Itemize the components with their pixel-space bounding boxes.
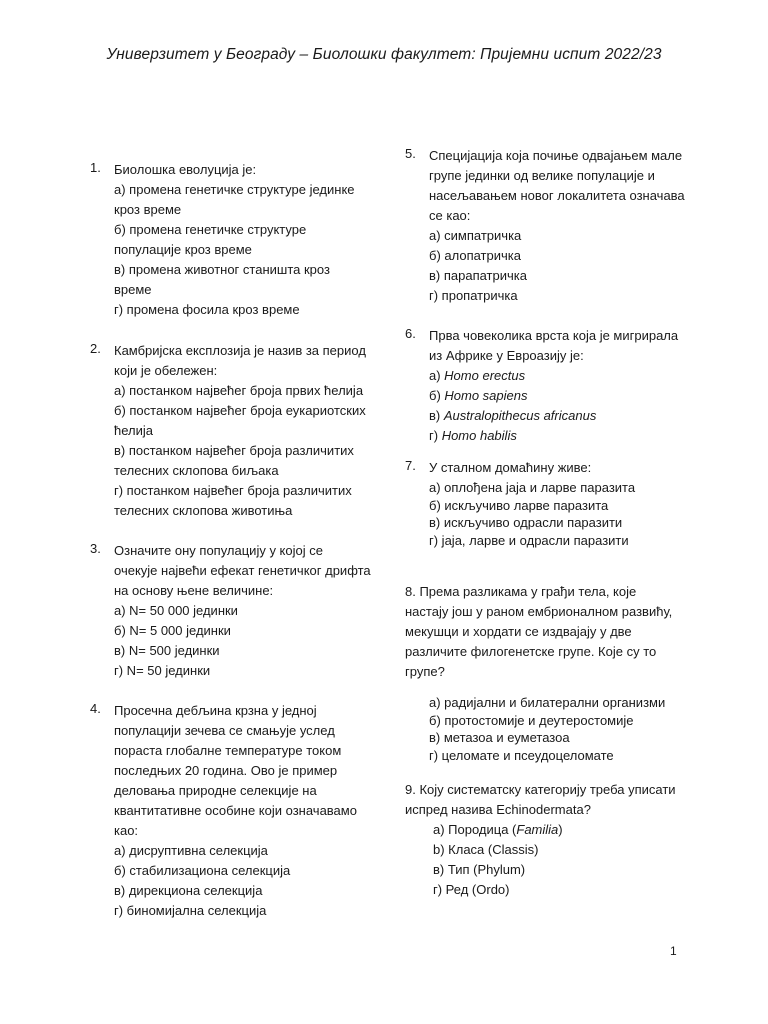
option-a[interactable]: а) дисруптивна селекција (114, 843, 268, 858)
question-text: Биолошка еволуција је: (114, 162, 257, 177)
option-b[interactable]: б) стабилизациона селекција (114, 863, 291, 878)
option-b[interactable]: б) искључиво ларве паразита (429, 497, 609, 513)
question-number: 6. (405, 326, 416, 341)
question-number: 1. (90, 160, 101, 175)
option-b[interactable]: б) алопатричка (429, 248, 521, 263)
option-v[interactable]: в) Тип (Phylum) (433, 862, 526, 877)
option-g[interactable]: г) пропатричка (429, 288, 518, 303)
option-a[interactable]: а) оплођена јаја и ларве паразита (429, 480, 636, 495)
option-v[interactable]: в) искључиво одрасли паразити (429, 515, 623, 530)
option-a[interactable]: а) Породица (Familia) (433, 822, 563, 837)
option-a[interactable]: а) N= 50 000 јединки (114, 603, 238, 618)
option-g[interactable]: г) промена фосила кроз време (114, 302, 300, 317)
option-a[interactable]: а) Homo erectus (429, 368, 526, 383)
option-a[interactable]: а) постанком највећег броја првих ћелија (114, 383, 364, 398)
question-text: У сталном домаћину живе: (429, 460, 592, 475)
question-text: Прва човеколика врста која је мигрирала из Африке у Евроазију је: (429, 328, 679, 363)
question-text: Означите ону популацију у којој се очекује највећи ефекат генетичког дрифта на основу њене величине: (114, 543, 371, 598)
question-text: 9. Коју систематску категорију треба уписати испред назива Echinodermata? (405, 782, 676, 817)
option-g[interactable]: г) Ред (Ordo) (433, 882, 510, 897)
question-number: 7. (405, 458, 416, 473)
question-number: 4. (90, 701, 101, 716)
option-b[interactable]: б) постанком највећег броја еукариотских ћелија (114, 403, 366, 438)
option-g[interactable]: г) целомате и псеудоцеломате (429, 747, 614, 763)
option-v[interactable]: в) N= 500 јединки (114, 643, 220, 658)
option-v[interactable]: в) метазоа и еуметазоа (429, 730, 570, 745)
question-number: 3. (90, 541, 101, 556)
option-g[interactable]: г) јаја, ларве и одрасли паразити (429, 532, 629, 548)
question-text: Камбријска експлозија је назив за период који је обележен: (114, 343, 366, 378)
page-header: Универзитет у Београду – Биолошки факултет: Пријемни испит 2022/23 (106, 46, 662, 63)
option-b[interactable]: б) промена генетичке структуре популације кроз време (114, 222, 307, 257)
question-number: 5. (405, 146, 416, 161)
option-v[interactable]: в) постанком највећег броја различитих телесних склопова биљака (114, 443, 354, 478)
option-v[interactable]: в) промена животног станишта кроз време (114, 262, 330, 297)
option-a[interactable]: а) радијални и билатерални организми (429, 695, 666, 710)
option-v[interactable]: в) Australopithecus africanus (429, 408, 597, 423)
question-text: Специјација која почиње одвајањем мале групе јединки од велике популације и насељавањем новог локалитета означава се као: (429, 148, 685, 223)
option-b[interactable]: б) N= 5 000 јединки (114, 623, 231, 638)
question-text: 8. Према разликама у грађи тела, које настају још у раном ембрионалном развићу, мекушци и хордати се издвајају у две различите филогенетске групе. Које су то групе? (405, 584, 673, 679)
question-number: 2. (90, 341, 101, 356)
option-v[interactable]: в) дирекциона селекција (114, 883, 263, 898)
option-g[interactable]: г) постанком највећег броја различитих телесних склопова животиња (114, 483, 352, 518)
option-g[interactable]: г) биномијална селекција (114, 903, 267, 918)
option-g[interactable]: г) Homo habilis (429, 428, 517, 443)
option-a[interactable]: а) симпатричка (429, 228, 522, 243)
option-g[interactable]: г) N= 50 јединки (114, 663, 211, 678)
option-b[interactable]: b) Класа (Classis) (433, 842, 539, 857)
option-b[interactable]: б) Homo sapiens (429, 388, 528, 403)
option-a[interactable]: а) промена генетичке структуре јединке кроз време (114, 182, 355, 217)
option-v[interactable]: в) парапатричка (429, 268, 527, 283)
question-text: Просечна дебљина крзна у једној популацији зечева се смањује услед пораста глобалне температуре током последњих 20 година. Ово је пример деловања природне селекције на квантитативне особине који означавамо као: (114, 703, 357, 838)
page-number: 1 (670, 944, 677, 958)
option-b[interactable]: б) протостомије и деутеростомије (429, 712, 634, 728)
